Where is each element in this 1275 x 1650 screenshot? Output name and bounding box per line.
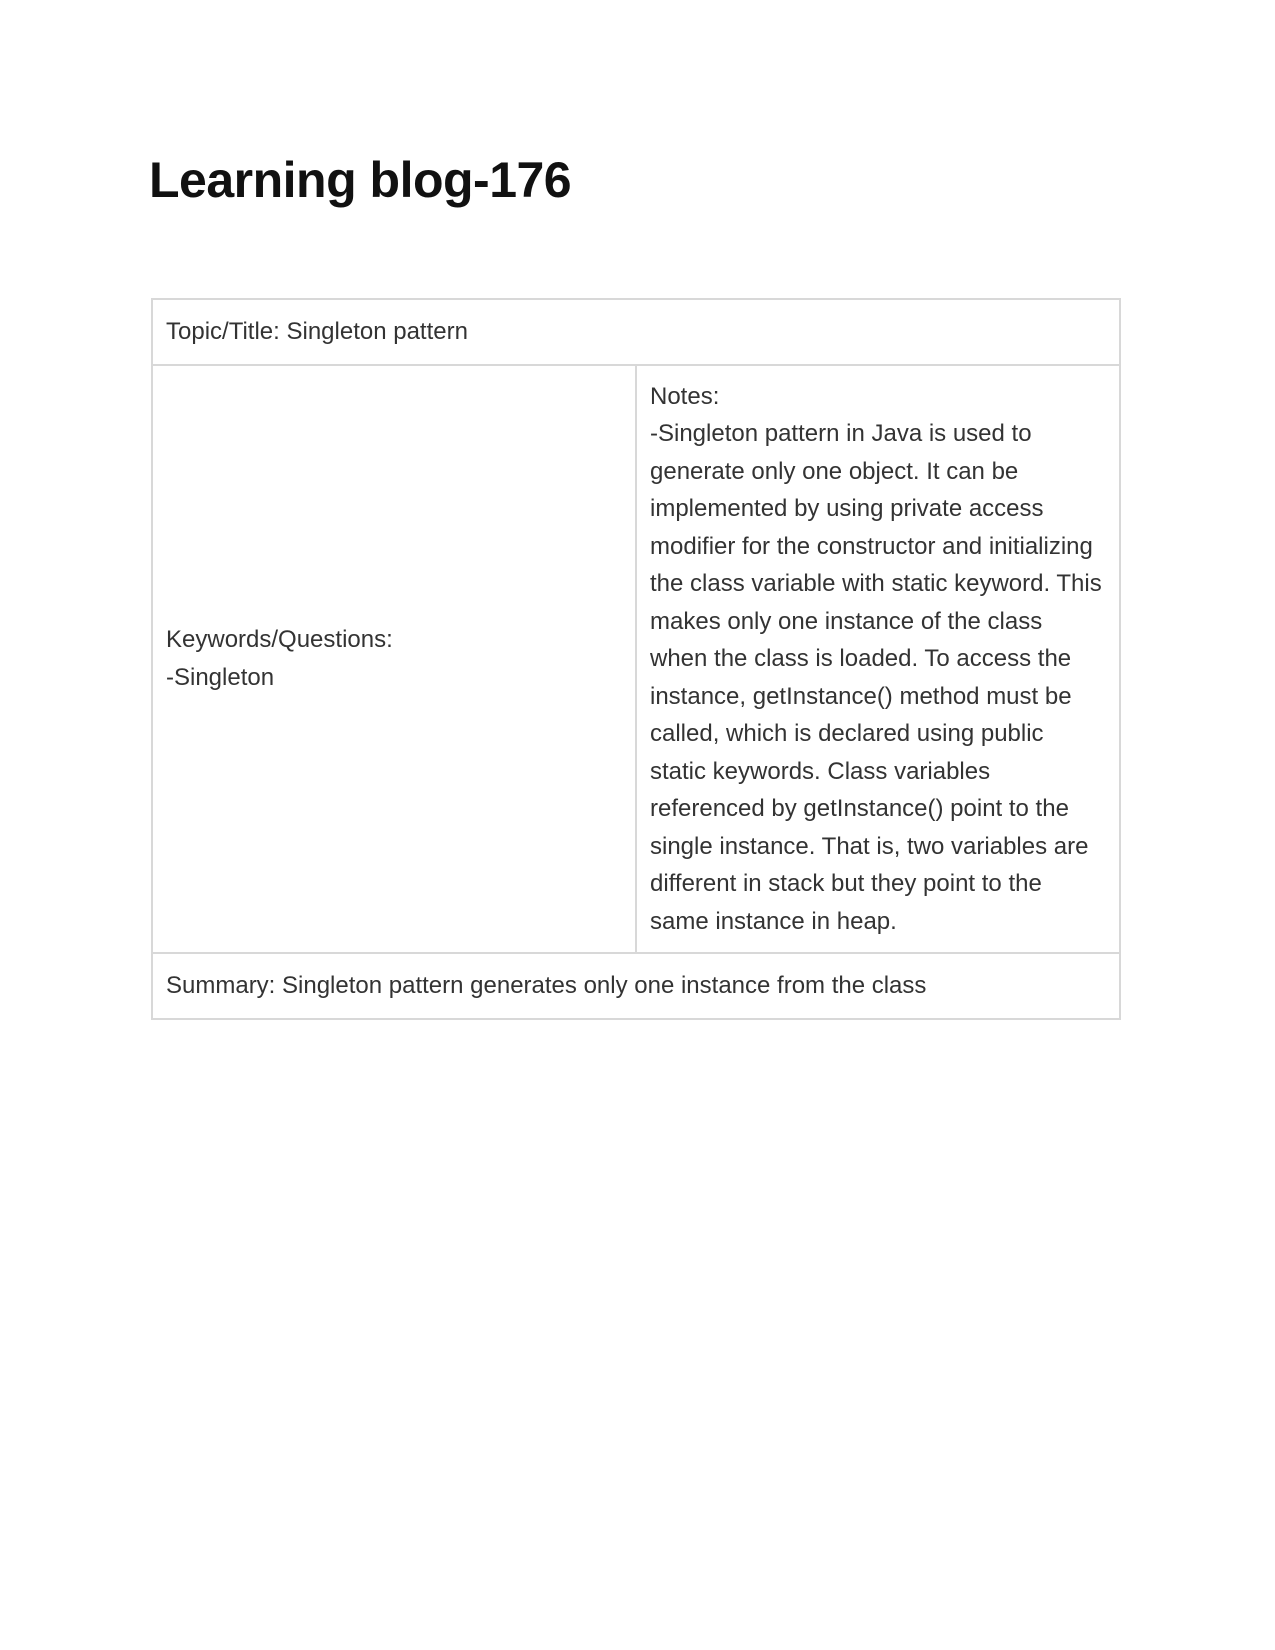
- cornell-notes-table: [151, 298, 1121, 1020]
- topic-text: Topic/Title: Singleton pattern: [166, 318, 468, 345]
- content-row: [152, 365, 1120, 954]
- topic-cell: [152, 299, 1120, 365]
- notes-label: Notes:: [650, 382, 720, 410]
- keyword-item: -Singleton: [166, 663, 275, 691]
- keywords-cell: [152, 365, 636, 954]
- keywords-label: Keywords/Questions:: [166, 626, 393, 654]
- summary-cell: [152, 953, 1120, 1019]
- summary-text: Summary: Singleton pattern generates only one instance from the class: [166, 972, 927, 999]
- notes-cell: [636, 365, 1120, 954]
- page-title: Learning blog-176: [149, 152, 572, 208]
- summary-row: [152, 953, 1120, 1019]
- topic-row: [152, 299, 1120, 365]
- notes-text: -Singleton pattern in Java is used to generate only one object. It can be implemented by using private access modifier for the constructor and initializing the class variable with static keyword. This makes only one instance of the class when the class is loaded. To access the instance, getInstance() method must be called, which is declared using public static keywords. Class variables referenced by getInstance() point to the single instance. That is, two variables are different in stack but they point to the same instance in heap.: [650, 420, 1102, 935]
